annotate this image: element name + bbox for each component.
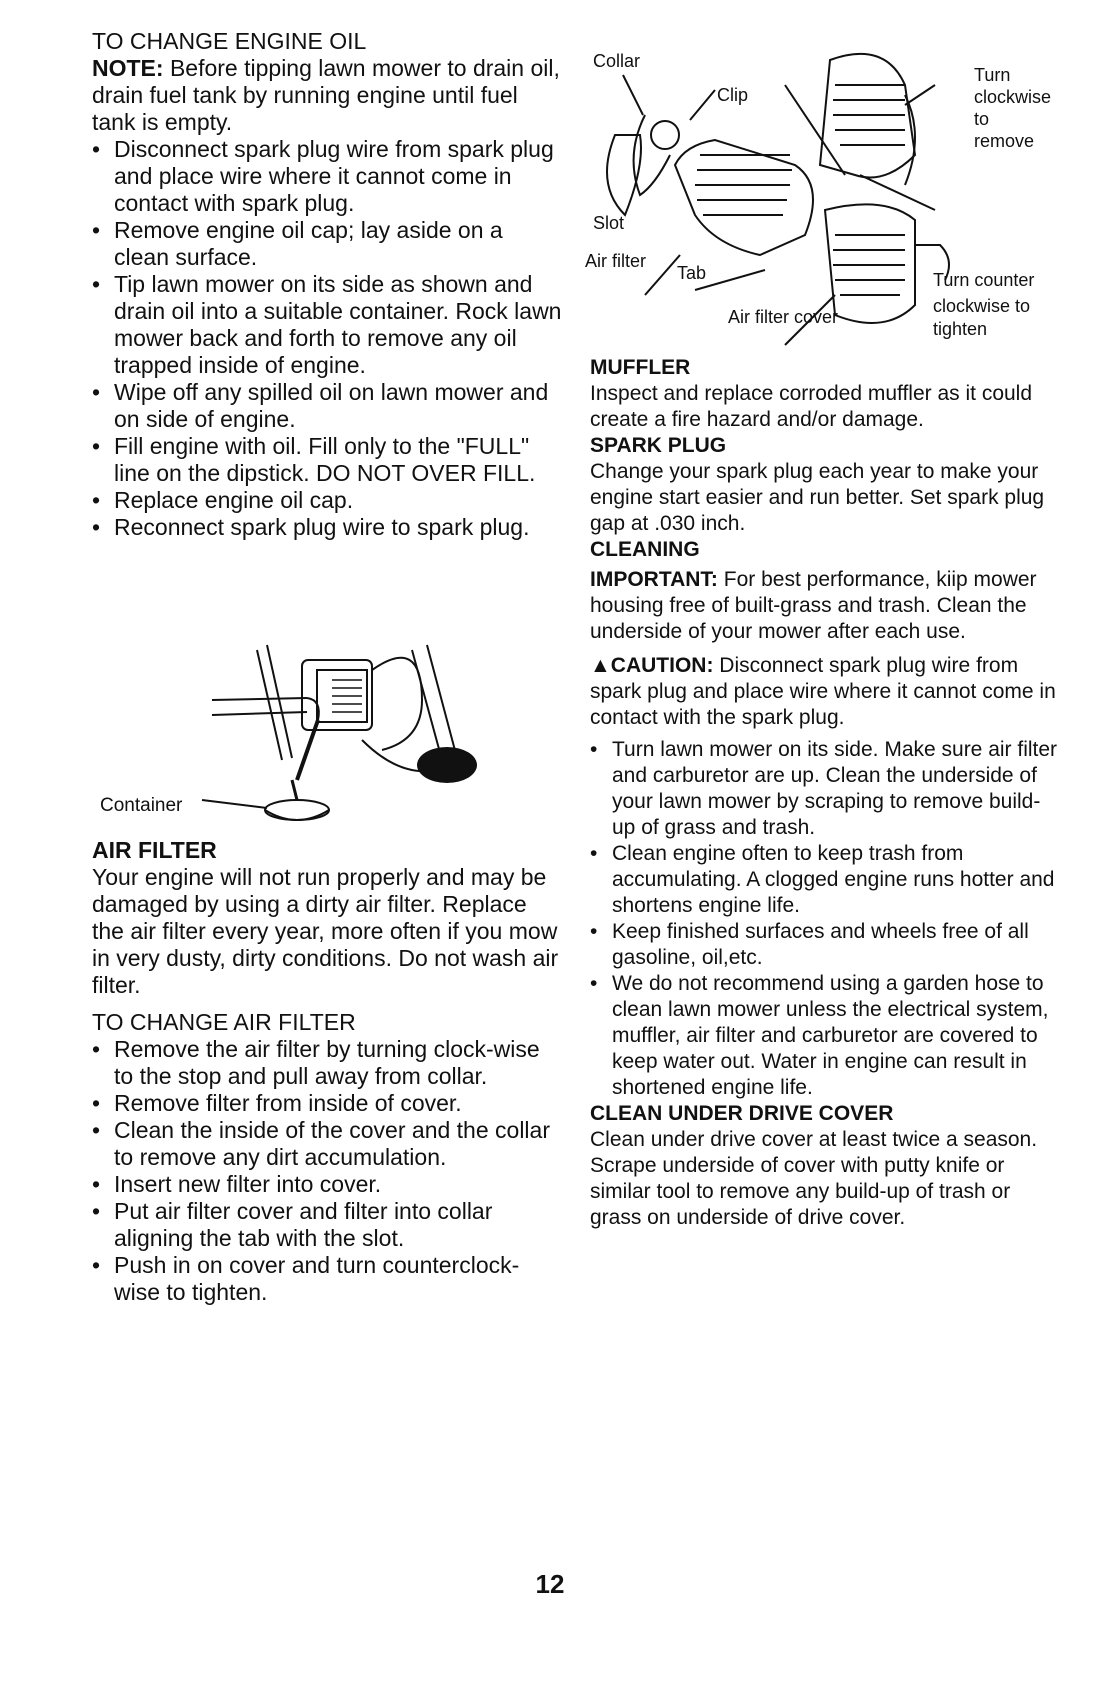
muffler-heading: MUFFLER [590,356,691,379]
important-label: IMPORTANT: [590,568,718,591]
list-item: • Remove engine oil cap; lay aside on a clean surface. [92,217,562,271]
warning-triangle-icon: ▲ [590,654,611,677]
turn-cw-label-4: remove [974,131,1035,151]
list-item: • Wipe off any spilled oil on lawn mower and on side of engine. [92,379,562,433]
left-column [92,0,562,541]
air-filter-label: Air filter [585,251,647,271]
drive-cover-heading: CLEAN UNDER DRIVE COVER [590,1102,894,1125]
list-item: • Clean the inside of the cover and the collar to remove any dirt accumulation. [92,1117,562,1171]
turn-cw-label-3: to [974,109,990,129]
turn-cw-label-2: clockwise [974,87,1052,107]
drive-cover-text: Clean under drive cover at least twice a season. Scrape underside of cover with putty knife or similar tool to remove any build-up of trash or grass on underside of drive cover. [590,1128,1038,1229]
important-text: For best performance, kiip mower housing free of built-grass and trash. Clean the underside of your mower after each use. [590,568,1037,643]
caution-paragraph [590,653,1060,731]
list-item: • Replace engine oil cap. [92,487,562,514]
turn-ccw-label-3: tighten [933,319,988,339]
list-item: • We do not recommend using a garden hose to clean lawn mower unless the electrical system, muffler, air filter and carburetor are covered to keep water out. Water in engine can result in shortened engine life. [590,971,1060,1101]
note-text: Before tipping lawn mower to drain oil, drain fuel tank by running engine until fuel tank is empty. [92,55,560,135]
oil-steps-list [92,136,562,541]
left-column-bottom [92,837,562,1306]
collar-label: Collar [593,51,641,71]
change-air-filter-heading: TO CHANGE AIR FILTER [92,1009,356,1035]
slot-label: Slot [593,213,625,233]
oil-drain-figure [92,640,522,840]
container-label: Container [100,795,183,816]
turn-cw-label-1: Turn [974,65,1011,85]
cleaning-steps-list [590,737,1060,1101]
list-item: • Remove the air filter by turning clock-wise to the stop and pull away from collar. [92,1036,562,1090]
oil-heading: TO CHANGE ENGINE OIL [92,28,367,54]
turn-ccw-label-2: clockwise to [933,296,1031,316]
caution-text: Disconnect spark plug wire from spark plug and place wire where it cannot come in contact with the spark plug. [590,654,1056,729]
air-filter-text: Your engine will not run properly and may be damaged by using a dirty air filter. Replace the air filter every year, more often if you mow in very dusty, dirty conditions. Do not wash air filter. [92,864,559,998]
clip-label: Clip [717,85,749,105]
air-filter-heading: AIR FILTER [92,837,217,863]
spark-plug-heading: SPARK PLUG [590,434,727,457]
tab-label: Tab [677,263,707,283]
air-filter-cover-label: Air filter cover [728,307,839,327]
list-item: • Put air filter cover and filter into collar aligning the tab with the slot. [92,1198,562,1252]
cleaning-heading: CLEANING [590,538,700,561]
list-item: • Turn lawn mower on its side. Make sure air filter and carburetor are up. Clean the underside of your lawn mower by scraping to remove build-up of grass and trash. [590,737,1060,841]
spark-plug-text: Change your spark plug each year to make your engine start easier and run better. Set spark plug gap at .030 inch. [590,460,1045,535]
note-label: NOTE: [92,55,164,81]
list-item: • Push in on cover and turn counterclock-wise to tighten. [92,1252,562,1306]
air-filter-figure [585,45,1075,350]
list-item: • Insert new filter into cover. [92,1171,562,1198]
caution-label: CAUTION: [610,654,714,677]
list-item: • Disconnect spark plug wire from spark plug and place wire where it cannot come in contact with spark plug. [92,136,562,217]
muffler-text: Inspect and replace corroded muffler as it could create a fire hazard and/or damage. [590,382,1033,431]
list-item: • Reconnect spark plug wire to spark plug. [92,514,562,541]
air-filter-steps-list [92,1036,562,1306]
important-paragraph [590,567,1060,645]
turn-ccw-label-1: Turn counter [933,270,1035,290]
list-item: • Clean engine often to keep trash from accumulating. A clogged engine runs hotter and shortens engine life. [590,841,1060,919]
oil-note [92,55,562,136]
right-column [590,355,1060,1231]
page-number: 12 [535,1569,565,1599]
list-item: • Fill engine with oil. Fill only to the "FULL" line on the dipstick. DO NOT OVER FILL. [92,433,562,487]
list-item: • Tip lawn mower on its side as shown and drain oil into a suitable container. Rock lawn mower back and forth to remove any oil trapped inside of engine. [92,271,562,379]
list-item: • Remove filter from inside of cover. [92,1090,562,1117]
list-item: • Keep finished surfaces and wheels free of all gasoline, oil,etc. [590,919,1060,971]
